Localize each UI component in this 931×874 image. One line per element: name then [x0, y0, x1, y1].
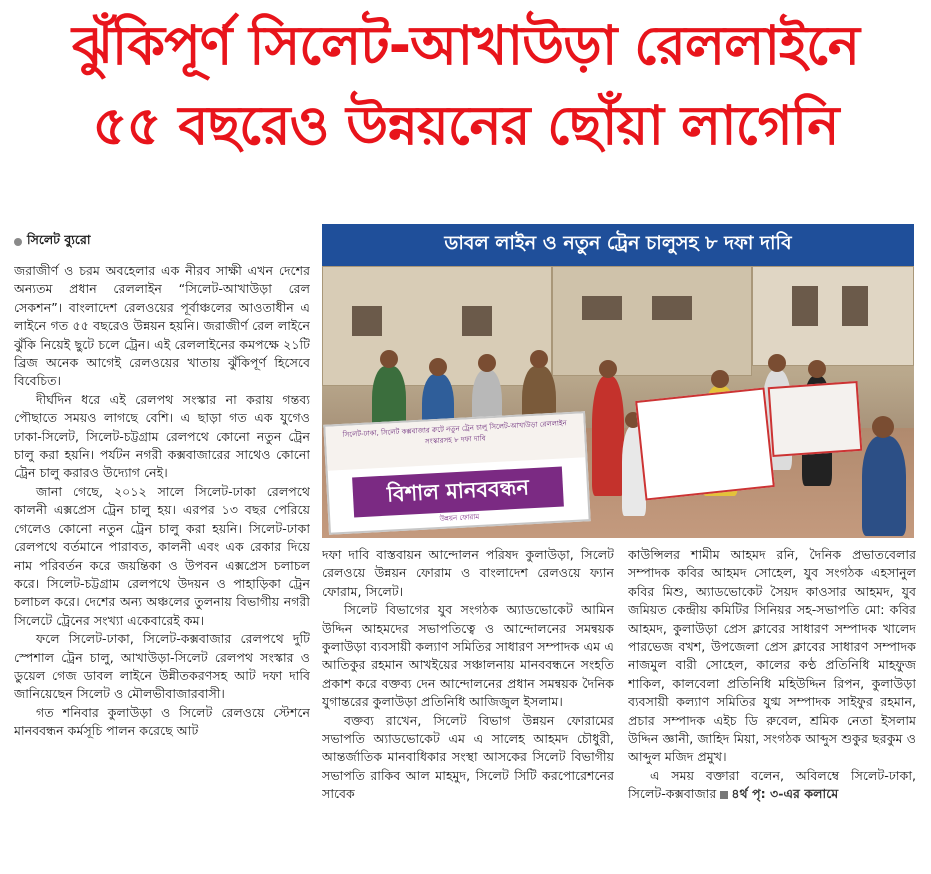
article-column-1	[14, 262, 310, 874]
continuation-text: ৪র্থ পৃ: ৩-এর কলামে	[731, 786, 839, 802]
paragraph: দফা দাবি বাস্তবায়ন আন্দোলন পরিষদ কুলাউড়া, সিলেট রেলওয়ে উন্নয়ন ফোরাম ও বাংলাদেশ রেলওয়ে ফ্যান ফোরাম, সিলেট।	[322, 547, 614, 599]
photo-caption-banner: ডাবল লাইন ও নতুন ট্রেন চালুসহ ৮ দফা দাবি	[322, 224, 914, 266]
article-column-2	[322, 546, 614, 874]
headline-line-2: ৫৫ বছরেও উন্নয়নের ছোঁয়া লাগেনি	[92, 94, 839, 157]
paragraph: ফলে সিলেট-ঢাকা, সিলেট-কক্সবাজার রেলপথে দুটি স্পেশাল ট্রেন চালু, আখাউড়া-সিলেট রেলপথ সংস্কার ও ডুয়েল গেজ ডাবল লাইনে উন্নীতকরণসহ আট দফা দাবি জানিয়েছেন সিলেট ও মৌলভীবাজারবাসী।	[14, 631, 310, 702]
protest-banner	[323, 411, 590, 535]
protest-banner-footer: উন্নয়ন ফোরাম	[439, 512, 480, 523]
article-column-3	[628, 546, 916, 874]
paragraph: জানা গেছে, ২০১২ সালে সিলেট-ঢাকা রেলপথে কালনী এক্সপ্রেস ট্রেন চালু হয়। এরপর ১৩ বছর পেরিয়ে গেলেও কোনো নতুন ট্রেন চালু করা হয়নি। সিলেট-ঢাকা রেলপথে বর্তমানে পারাবত, কালনী এবং এক রেকার দিয়ে নাম পরিবর্তন করে জয়ন্তিকা ও উপবন এক্সপ্রেস চলাচল করে। সিলেট-চট্টগ্রাম রেলপথে উদয়ন ও পাহাড়িকা ট্রেন চলাচল করে। দেশের অন্য অঞ্চলের তুলনায় বিভাগীয় নগরী সিলেটে ট্রেনের সংখ্যা একেবারেই কম।	[14, 483, 310, 628]
paragraph	[628, 767, 916, 804]
byline-text: সিলেট ব্যুরো	[27, 232, 91, 247]
paragraph: কাউন্সিলর শামীম আহমদ রনি, দৈনিক প্রভাতবেলার সম্পাদক কবির আহমদ সোহেল, যুব সংগঠক এহসানুল কবির মিশু, অ্যাডভোকেট সৈয়দ কাওসার আহমদ, যুব জমিয়ত কেন্দ্রীয় কমিটির সিনিয়র সহ-সভাপতি মো: কবির আহমদ, কুলাউড়া প্রেস ক্লাবের সাধারণ সম্পাদক খালেদ পারভেজ বখশ, উপজেলা প্রেস ক্লাবের সাধারণ সম্পাদক নাজমুল বারী সোহেল, কালের কণ্ঠ প্রতিনিধি মাহফুজ শাকিল, কালবেলা প্রতিনিধি মহিউদ্দিন রিপন, কুলাউড়া ব্যবসায়ী কল্যাণ সমিতির যুগ্ম সম্পাদক সাইফুর রহমান, প্রচার সম্পাদক এইচ ডি রুবেল, শ্রমিক নেতা ইসলাম উদ্দিন জ্ঞানী, জাহিদ মিয়া, সংগঠক আব্দুস শুকুর ছরকুম ও আব্দুল মজিদ প্রমুখ।	[628, 547, 916, 765]
square-icon	[720, 791, 728, 799]
paragraph: জরাজীর্ণ ও চরম অবহেলার এক নীরব সাক্ষী এখন দেশের অন্যতম প্রধান রেললাইন “সিলেট-আখাউড়া রেল সেকশন”। বাংলাদেশ রেলওয়ের পূর্বাঞ্চলের আওতাধীন এ লাইনে গত ৫৫ বছরেও উন্নয়ন হয়নি। জরাজীর্ণ রেল লাইনে ঝুঁকি নিয়েই ছুটে চলে ট্রেন। এই রেললাইনের কমপক্ষে ২১টি ব্রিজ অনেক আগেই রেলওয়ের খাতায় ঝুঁকিপূর্ণ হিসেবে বিবেচিত।	[14, 263, 310, 389]
paragraph: বক্তব্য রাখেন, সিলেট বিভাগ উন্নয়ন ফোরামের সভাপতি অ্যাডভোকেট এম এ সালেহ আহমদ চৌধুরী, আন্তর্জাতিক মানবাধিকার সংস্থা আসকের সিলেট বিভাগীয় সভাপতি রাকিব আল মাহমুদ, সিলেট সিটি করপোরেশনের সাবেক	[322, 712, 614, 802]
human-chain-photo	[322, 266, 914, 538]
headline	[0, 6, 931, 166]
paragraph: সিলেট বিভাগের যুব সংগঠক অ্যাডভোকেট আমিন উদ্দিন আহমদের সভাপতিত্বে ও আন্দোলনের সমন্বয়ক কুলাউড়া ব্যবসায়ী কল্যাণ সমিতির সাধারণ সম্পাদক এম এ আতিকুর রহমান আখইয়ের সঞ্চালনায় মানববন্ধনে সংহতি প্রকাশ করে বক্তব্য দেন আন্দোলনের প্রধান সমন্বয়ক দৈনিক যুগান্তরের কুলাউড়া প্রতিনিধি আজিজুল ইসলাম।	[322, 602, 614, 710]
continuation-note	[720, 786, 838, 801]
headline-line-1: ঝুঁকিপূর্ণ সিলেট-আখাউড়া রেললাইনে	[71, 14, 860, 77]
bullet-icon	[14, 238, 22, 246]
protest-banner-top-text: সিলেট-ঢাকা, সিলেট কক্সবাজার রুটে নতুন ট্রেন চালু সিলেট-আখাউড়া রেললাইন সংস্কারসহ ৮ দফা দাবি	[325, 413, 585, 470]
protest-banner-title: বিশাল মানববন্ধন	[352, 467, 564, 518]
paragraph: দীর্ঘদিন ধরে এই রেলপথ সংস্কার না করায় গন্তব্য পৌছাতে সময়ও লাগছে বেশি। এ ছাড়া গত এক যুগেও ঢাকা-সিলেট, সিলেট-চট্টগ্রাম রেলপথে কোনো নতুন ট্রেন চালু করা হয়নি। পর্যটন নগরী কক্সবাজারের সাথেও কোনো ট্রেন চালু করারও উদ্যোগ নেই।	[14, 391, 310, 481]
paragraph: গত শনিবার কুলাউড়া ও সিলেট রেলওয়ে স্টেশনে মানববন্ধন কর্মসূচি পালন করেছে আট	[14, 704, 310, 739]
paragraph-text: এ সময় বক্তারা বলেন, অবিলম্বে সিলেট-ঢাকা, সিলেট-কক্সবাজার	[628, 767, 916, 802]
byline	[14, 232, 90, 252]
